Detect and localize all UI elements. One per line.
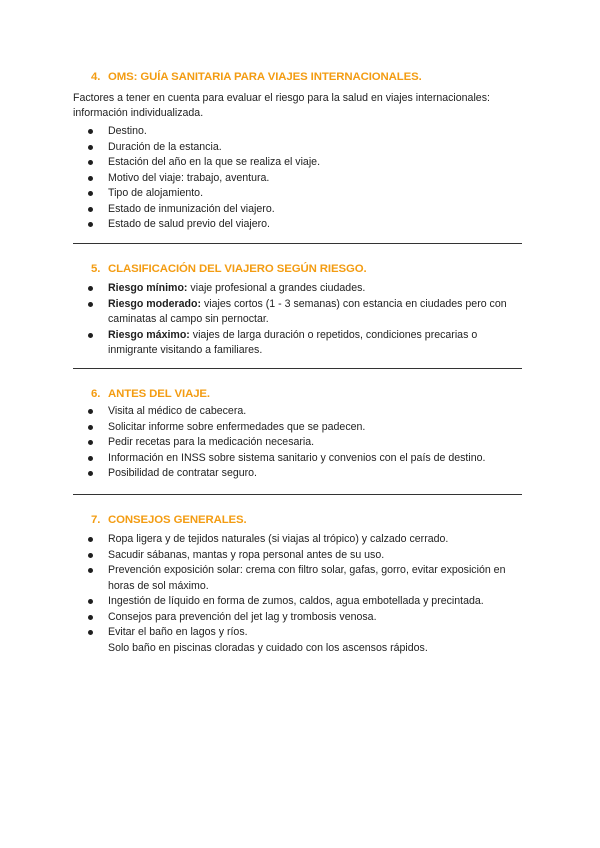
- section-oms: [73, 71, 522, 233]
- bullet-icon: [88, 553, 93, 558]
- section-number: 6.: [91, 388, 101, 400]
- list-item: Prevención exposición solar: crema con filtro solar, gafas, gorro, evitar exposición en horas de sol máximo.: [73, 563, 522, 594]
- bullet-icon: [88, 425, 93, 430]
- bullet-list: [73, 124, 522, 233]
- list-item: Ingestión de líquido en forma de zumos, caldos, agua embotellada y precintada.: [73, 594, 522, 610]
- bullet-icon: [88, 333, 93, 338]
- section-number: 7.: [91, 514, 101, 526]
- list-item: Riesgo máximo: viajes de larga duración o repetidos, condiciones precarias o inmigrante visitando a familiares.: [73, 328, 522, 359]
- bullet-icon: [88, 409, 93, 414]
- bullet-icon: [88, 440, 93, 445]
- bullet-icon: [88, 176, 93, 181]
- bullet-icon: [88, 145, 93, 150]
- list-item: Pedir recetas para la medicación necesaria.: [73, 435, 522, 451]
- section-divider: [73, 494, 522, 495]
- bullet-icon: [88, 630, 93, 635]
- bullet-icon: [88, 286, 93, 291]
- bullet-icon: [88, 568, 93, 573]
- bullet-icon: [88, 302, 93, 307]
- list-item: Estado de salud previo del viajero.: [73, 217, 522, 233]
- list-item: Evitar el baño en lagos y ríos. Solo baño en piscinas cloradas y cuidado con los ascensos rápidos.: [73, 625, 522, 656]
- section-title: OMS: GUÍA SANITARIA PARA VIAJES INTERNACIONALES.: [108, 71, 422, 83]
- list-item: Riesgo moderado: viajes cortos (1 - 3 semanas) con estancia en ciudades pero con caminatas al campo sin pernoctar.: [73, 297, 522, 328]
- section-number: 5.: [91, 263, 101, 275]
- section-heading: [73, 71, 522, 83]
- list-item: Visita al médico de cabecera.: [73, 404, 522, 420]
- bullet-list: [73, 281, 522, 359]
- section-heading: [73, 514, 522, 526]
- bullet-icon: [88, 129, 93, 134]
- section-divider: [73, 368, 522, 369]
- list-item: Destino.: [73, 124, 522, 140]
- section-title: CONSEJOS GENERALES.: [108, 514, 247, 526]
- list-item: Riesgo mínimo: viaje profesional a grandes ciudades.: [73, 281, 522, 297]
- section-risk-classification: [73, 263, 522, 359]
- bullet-icon: [88, 599, 93, 604]
- section-heading: [73, 263, 522, 275]
- section-intro: Factores a tener en cuenta para evaluar el riesgo para la salud en viajes internacionales: información individualizada.: [73, 92, 490, 119]
- list-item: Sacudir sábanas, mantas y ropa personal antes de su uso.: [73, 548, 522, 564]
- bullet-list: [73, 404, 522, 482]
- bullet-list: [73, 532, 522, 656]
- section-title: ANTES DEL VIAJE.: [108, 388, 210, 400]
- section-title: CLASIFICACIÓN DEL VIAJERO SEGÚN RIESGO.: [108, 263, 367, 275]
- section-before-trip: [73, 388, 522, 482]
- bullet-icon: [88, 207, 93, 212]
- section-number: 4.: [91, 71, 101, 83]
- section-heading: [73, 388, 522, 400]
- bullet-icon: [88, 471, 93, 476]
- bullet-icon: [88, 160, 93, 165]
- list-item: Información en INSS sobre sistema sanitario y convenios con el país de destino.: [73, 451, 522, 467]
- list-item: Motivo del viaje: trabajo, aventura.: [73, 171, 522, 187]
- bullet-icon: [88, 222, 93, 227]
- list-item: Duración de la estancia.: [73, 140, 522, 156]
- section-divider: [73, 243, 522, 244]
- section-general-advice: [73, 514, 522, 656]
- bullet-icon: [88, 456, 93, 461]
- list-item: Tipo de alojamiento.: [73, 186, 522, 202]
- list-item: Estación del año en la que se realiza el viaje.: [73, 155, 522, 171]
- bullet-icon: [88, 615, 93, 620]
- list-item: Posibilidad de contratar seguro.: [73, 466, 522, 482]
- list-item: Solicitar informe sobre enfermedades que se padecen.: [73, 420, 522, 436]
- list-item: Consejos para prevención del jet lag y trombosis venosa.: [73, 610, 522, 626]
- list-item: Ropa ligera y de tejidos naturales (si viajas al trópico) y calzado cerrado.: [73, 532, 522, 548]
- bullet-icon: [88, 537, 93, 542]
- list-item: Estado de inmunización del viajero.: [73, 202, 522, 218]
- bullet-icon: [88, 191, 93, 196]
